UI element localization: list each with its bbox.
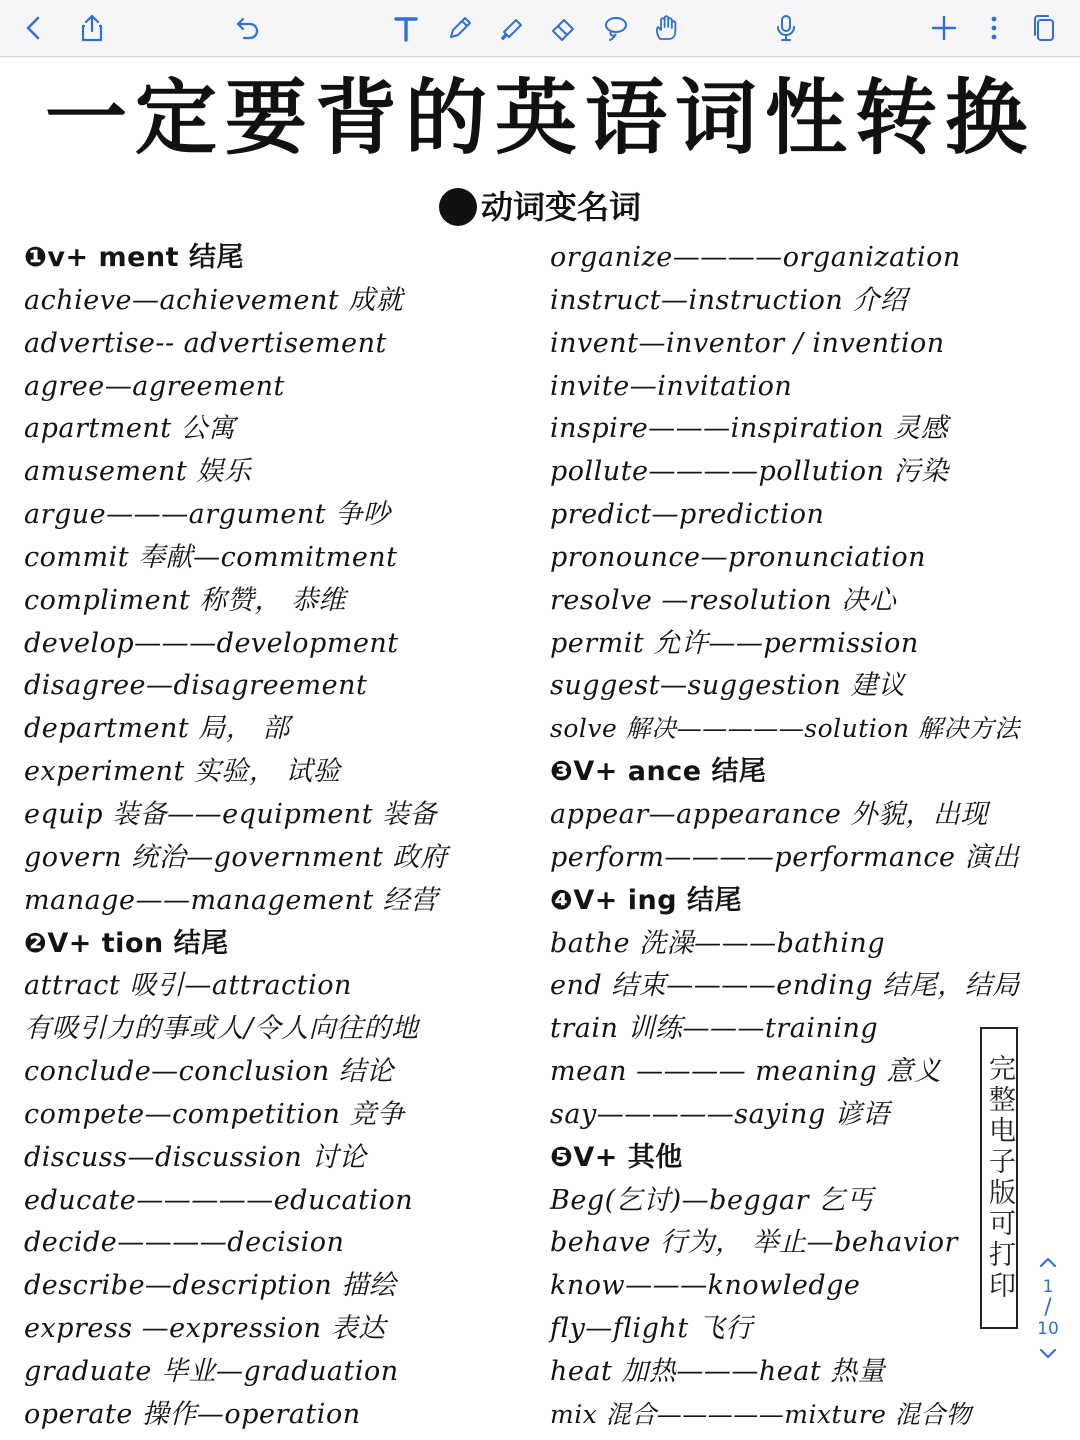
list-item: say—————saying 谚语 bbox=[550, 1098, 890, 1130]
list-item: commit 奉献—commitment bbox=[24, 541, 398, 573]
list-item: ❹V+ ing 结尾 bbox=[550, 884, 742, 916]
list-item: amusement 娱乐 bbox=[24, 456, 252, 488]
undo-icon[interactable] bbox=[228, 8, 268, 48]
list-item: advertise-- advertisement bbox=[24, 327, 387, 359]
list-item: discuss—discussion 讨论 bbox=[24, 1141, 367, 1173]
list-item: train 训练———training bbox=[550, 1013, 879, 1045]
microphone-icon[interactable] bbox=[766, 8, 806, 48]
list-item: describe—description 描绘 bbox=[24, 1270, 397, 1302]
list-item: heat 加热———heat 热量 bbox=[550, 1355, 886, 1387]
list-item: end 结束————ending 结尾，结局 bbox=[550, 970, 1020, 1002]
highlighter-icon[interactable] bbox=[492, 8, 532, 48]
text-tool-icon[interactable] bbox=[386, 8, 426, 48]
list-item: resolve —resolution 决心 bbox=[550, 584, 897, 616]
list-item: experiment 实验， 试验 bbox=[24, 756, 341, 788]
current-page: 1 bbox=[1042, 1277, 1054, 1297]
list-item: mix 混合—————mixture 混合物 bbox=[550, 1399, 972, 1429]
list-item: mean ———— meaning 意义 bbox=[550, 1056, 942, 1088]
lasso-icon[interactable] bbox=[596, 8, 636, 48]
list-item: Beg(乞讨)—beggar 乞丐 bbox=[550, 1184, 874, 1216]
list-item: apartment 公寓 bbox=[24, 413, 236, 445]
list-item: fly—flight 飞行 bbox=[550, 1313, 753, 1345]
page-down-icon[interactable] bbox=[1028, 1339, 1068, 1369]
list-item: educate—————education bbox=[24, 1184, 414, 1216]
total-pages: 10 bbox=[1037, 1319, 1059, 1339]
list-item: appear—appearance 外貌，出现 bbox=[550, 798, 988, 830]
list-item: instruct—instruction 介绍 bbox=[550, 284, 908, 316]
list-item: develop———development bbox=[24, 627, 399, 659]
list-item: compliment 称赞， 恭维 bbox=[24, 584, 347, 616]
section-label: 动词变名词 bbox=[480, 188, 641, 226]
page-up-icon[interactable] bbox=[1028, 1247, 1068, 1277]
hand-icon[interactable] bbox=[646, 8, 686, 48]
list-item: predict—prediction bbox=[550, 499, 825, 531]
list-item: ❶v+ ment 结尾 bbox=[24, 242, 244, 273]
list-item: express —expression 表达 bbox=[24, 1313, 386, 1345]
toolbar bbox=[0, 0, 1080, 57]
list-item: permit 允许——permission bbox=[550, 627, 919, 659]
list-item: 有吸引力的事或人/令人向往的地 bbox=[24, 1013, 419, 1045]
list-item: pronounce—pronunciation bbox=[550, 541, 927, 573]
list-item: organize————organization bbox=[550, 242, 961, 273]
share-icon[interactable] bbox=[72, 8, 112, 48]
list-item: ❸V+ ance 结尾 bbox=[550, 756, 767, 788]
list-item: decide————decision bbox=[24, 1227, 345, 1259]
list-item: solve 解决—————solution 解决方法 bbox=[550, 714, 1020, 744]
list-item: conclude—conclusion 结论 bbox=[24, 1056, 394, 1088]
add-icon[interactable] bbox=[924, 8, 964, 48]
printable-stamp bbox=[980, 1027, 1018, 1329]
list-item: operate 操作—operation bbox=[24, 1398, 361, 1430]
list-item: department 局， 部 bbox=[24, 713, 290, 745]
section-heading bbox=[0, 187, 1080, 227]
list-item: achieve—achievement 成就 bbox=[24, 284, 404, 316]
list-item: invite—invitation bbox=[550, 370, 793, 402]
list-item: equip 装备——equipment 装备 bbox=[24, 798, 438, 830]
list-item: inspire———inspiration 灵感 bbox=[550, 413, 949, 445]
list-item: graduate 毕业—graduation bbox=[24, 1355, 399, 1387]
list-item: suggest—suggestion 建议 bbox=[550, 670, 906, 702]
list-item: govern 统治—government 政府 bbox=[24, 841, 448, 873]
list-item: invent—inventor / invention bbox=[550, 327, 945, 359]
document-page bbox=[0, 57, 1080, 1440]
more-icon[interactable] bbox=[974, 8, 1014, 48]
list-item: manage——management 经营 bbox=[24, 884, 438, 916]
pen-icon[interactable] bbox=[440, 8, 480, 48]
list-item: compete—competition 竞争 bbox=[24, 1098, 405, 1130]
list-item: pollute————pollution 污染 bbox=[550, 456, 949, 488]
list-item: know———knowledge bbox=[550, 1270, 861, 1302]
list-item: attract 吸引—attraction bbox=[24, 970, 352, 1002]
stamp-text: 完整电子版可打印 bbox=[984, 1054, 1015, 1302]
list-item: bathe 洗澡———bathing bbox=[550, 927, 886, 959]
list-item: perform————performance 演出 bbox=[550, 841, 1020, 873]
left-column bbox=[24, 237, 534, 1437]
pages-icon[interactable] bbox=[1024, 8, 1064, 48]
list-item: ❷V+ tion 结尾 bbox=[24, 927, 229, 959]
list-item: behave 行为， 举止—behavior bbox=[550, 1227, 958, 1259]
list-item: argue———argument 争吵 bbox=[24, 499, 391, 531]
list-item: agree—agreement bbox=[24, 370, 285, 402]
page-title: 一定要背的英语词性转换 bbox=[44, 71, 1035, 166]
bullet-dot-icon bbox=[439, 188, 477, 226]
list-item: ❺V+ 其他 bbox=[550, 1141, 683, 1173]
eraser-icon[interactable] bbox=[544, 8, 584, 48]
list-item: disagree—disagreement bbox=[24, 670, 368, 702]
back-icon[interactable] bbox=[14, 8, 54, 48]
page-navigator bbox=[1028, 1247, 1068, 1397]
page-separator: / bbox=[1044, 1295, 1052, 1320]
